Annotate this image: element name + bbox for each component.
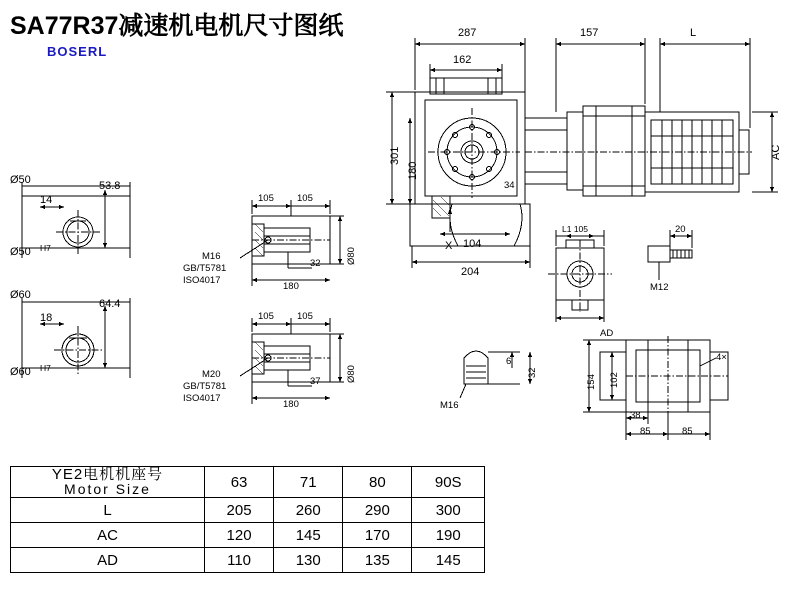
dim-d60-h7: Ø60	[10, 366, 31, 378]
table-cell-AD-1: 130	[274, 548, 343, 573]
label-M16-cone: M16	[440, 400, 459, 411]
label-gb-2: GB/T5781	[183, 381, 227, 392]
table-header-size-1: 71	[274, 467, 343, 498]
dim-cone-32: 32	[527, 367, 538, 378]
table-header-size-0: 63	[205, 467, 274, 498]
label-M12: M12	[650, 282, 669, 293]
table-row	[11, 523, 485, 548]
dim-d60-top: Ø60	[10, 289, 31, 301]
label-gb-1: GB/T5781	[183, 263, 227, 274]
dim-key1-105a: 105	[258, 193, 274, 204]
label-iso-1: ISO4017	[183, 275, 221, 286]
table-row	[11, 467, 485, 498]
label-iso-2: ISO4017	[183, 393, 221, 404]
dim-key1-180: 180	[283, 281, 299, 292]
label-M16-bolt: M16	[202, 251, 221, 262]
dim-key1-32: 32	[310, 258, 321, 269]
label-M20-bolt: M20	[202, 369, 221, 380]
table-cell-AD-3: 145	[412, 548, 485, 573]
dim-d60-h7-sup: H7	[40, 363, 51, 373]
dim-key2-37: 37	[310, 376, 321, 387]
dim-key2-105a: 105	[258, 311, 274, 322]
table-cell-AC-1: 145	[274, 523, 343, 548]
table-header-cn: YE2电机机座号	[51, 466, 164, 483]
table-cell-AD-0: 110	[205, 548, 274, 573]
dim-top-287: 287	[458, 27, 477, 39]
dim-d50-h7: Ø50	[10, 246, 31, 258]
table-header-size-3: 90S	[412, 467, 485, 498]
table-cell-L-0: 205	[205, 498, 274, 523]
dim-34: 34	[504, 180, 515, 191]
page-title: SA77R37减速机电机尺寸图纸	[10, 12, 344, 40]
table-row	[11, 498, 485, 523]
dim-AC: AC	[770, 144, 782, 160]
dim-104: 104	[463, 238, 482, 250]
dim-top-157: 157	[580, 27, 599, 39]
dim-180: 180	[407, 161, 419, 180]
dim-d50-top: Ø50	[10, 174, 31, 186]
dim-85-b: 85	[682, 426, 693, 437]
dim-key2-105b: 105	[297, 311, 313, 322]
table-cell-AC-2: 170	[343, 523, 412, 548]
dim-cone-6: 6	[506, 356, 512, 367]
dim-AD: AD	[600, 328, 614, 339]
dim-key2-d80: Ø80	[346, 365, 357, 383]
brand-logo: BOSERL	[47, 44, 108, 59]
table-cell-AC-3: 190	[412, 523, 485, 548]
dim-154: 154	[586, 374, 597, 390]
dim-14: 14	[40, 194, 53, 206]
dim-top-L: L	[690, 27, 697, 39]
dim-top-162: 162	[453, 54, 472, 66]
table-cell-AD-2: 135	[343, 548, 412, 573]
dim-204: 204	[461, 266, 480, 278]
table-cell-L-1: 260	[274, 498, 343, 523]
dim-102: 102	[609, 372, 620, 388]
table-cell-AC-0: 120	[205, 523, 274, 548]
dim-18: 18	[40, 312, 53, 324]
motor-size-table	[10, 466, 485, 573]
dim-key1-d80: Ø80	[346, 247, 357, 265]
table-header-en: Motor Size	[64, 481, 151, 497]
dim-64-4: 64.4	[99, 298, 121, 310]
table-header-motor-size	[11, 467, 205, 498]
dim-38: 38	[630, 410, 641, 421]
dim-L1-105: L1 105	[562, 224, 588, 234]
dim-301: 301	[389, 146, 401, 165]
table-row-label-L: L	[11, 498, 205, 523]
dim-key2-180: 180	[283, 399, 299, 410]
label-X: X	[445, 240, 453, 252]
table-row-label-AC: AC	[11, 523, 205, 548]
table-cell-L-2: 290	[343, 498, 412, 523]
table-row	[11, 548, 485, 573]
dim-20: 20	[675, 224, 686, 235]
table-cell-L-3: 300	[412, 498, 485, 523]
dim-key1-105b: 105	[297, 193, 313, 204]
dim-53-8: 53.8	[99, 180, 121, 192]
dim-d50-h7-sup: H7	[40, 243, 51, 253]
dim-4x: 4×	[716, 352, 727, 363]
table-row-label-AD: AD	[11, 548, 205, 573]
dim-85-a: 85	[640, 426, 651, 437]
table-header-size-2: 80	[343, 467, 412, 498]
